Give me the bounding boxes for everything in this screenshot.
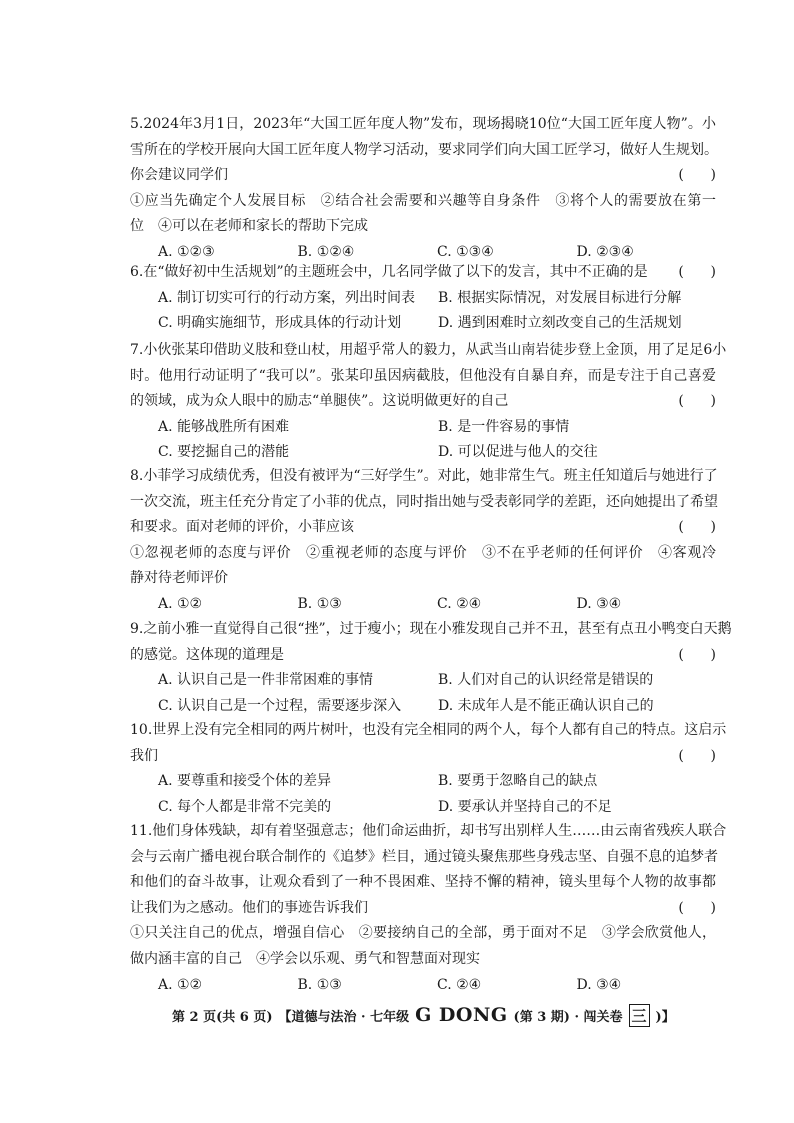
question-stem-line: 10.世界上没有完全相同的两片树叶，也没有完全相同的两个人，每个人都有自己的特点。这启示 <box>130 722 727 738</box>
answer-options <box>130 694 716 720</box>
answer-blank[interactable]: ( ) <box>678 264 716 280</box>
choice-items-line: ①忽视老师的态度与评价 ②重视老师的态度与评价 ③不在乎老师的任何评价 ④客观冷 <box>130 544 716 561</box>
answer-options <box>130 973 716 999</box>
question-stem-line: 11.他们身体残缺，却有着坚强意志；他们命运曲折，却书写出别样人生……由云南省残疾人联合 <box>130 823 727 839</box>
option-b[interactable]: B. ①②④ <box>297 243 355 260</box>
question-stem-line: 和要求。面对老师的评价，小菲应该 <box>130 519 354 536</box>
option-c[interactable]: C. ②④ <box>437 595 482 612</box>
answer-blank[interactable]: ( ) <box>678 167 716 184</box>
option-b[interactable]: B. 人们对自己的认识经常是错误的 <box>438 672 654 689</box>
option-a[interactable]: A. 要尊重和接受个体的差异 <box>158 773 332 790</box>
answer-blank[interactable]: ( ) <box>678 899 716 916</box>
option-d[interactable]: D. 遇到困难时立刻改变自己的生活规划 <box>438 315 682 332</box>
option-d[interactable]: D. ②③④ <box>576 243 634 260</box>
answer-blank[interactable]: ( ) <box>678 747 716 764</box>
option-c[interactable]: C. 明确实施细节，形成具体的行动计划 <box>158 315 402 332</box>
question-stem-last-line <box>130 744 716 770</box>
question-stem-line: 你会建议同学们 <box>130 167 228 184</box>
option-c[interactable]: C. ②④ <box>437 976 482 993</box>
answer-options <box>130 311 716 337</box>
option-b[interactable]: B. 要勇于忽略自己的缺点 <box>438 773 598 790</box>
question-8 <box>130 464 716 618</box>
choice-items-line: 位 ④可以在老师和家长的帮助下完成 <box>130 218 368 235</box>
question-11 <box>130 819 727 998</box>
question-stem-line: 我们 <box>130 747 158 764</box>
answer-options <box>130 769 716 795</box>
brand-name: G DONG <box>415 1004 508 1026</box>
page-number: 第 2 页(共 6 页) <box>172 1010 273 1025</box>
question-stem-line: 会与云南广播电视台联合制作的《追梦》栏目，通过镜头聚焦那些身残志坚、自强不息的追梦者 <box>130 848 718 865</box>
question-stem-last-line <box>130 163 716 189</box>
question-stem-line: 9.之前小雅一直觉得自己很“挫”，过于瘦小；现在小雅发现自己并不丑，甚至有点丑小鸭变白天鹅 <box>130 621 732 637</box>
question-stem-line: 8.小菲学习成绩优秀，但没有被评为“三好学生”。对此，她非常生气。班主任知道后与她进行了 <box>130 468 718 484</box>
option-a[interactable]: A. ①②③ <box>158 243 215 260</box>
question-stem-last-line <box>130 260 716 286</box>
question-stem-line: 7.小伙张某印借助义肢和登山杖，用超乎常人的毅力，从武当山南岩徒步登上金顶，用了足足6小 <box>130 342 727 358</box>
choice-items-line: ①应当先确定个人发展目标 ②结合社会需要和兴趣等自身条件 ③将个人的需要放在第一 <box>130 192 716 209</box>
question-9 <box>130 617 732 719</box>
option-b[interactable]: B. ①③ <box>297 976 342 993</box>
answer-options <box>130 795 716 821</box>
question-stem-line: 6.在“做好初中生活规划”的主题班会中，几名同学做了以下的发言，其中不正确的是 <box>130 264 648 280</box>
option-c[interactable]: C. 认识自己是一个过程，需要逐步深入 <box>158 697 402 714</box>
question-stem-line: 和他们的奋斗故事，让观众看到了一种不畏困难、坚持不懈的精神，镜头里每个人物的故事都 <box>130 874 716 891</box>
volume-box: 三 <box>629 1004 650 1027</box>
answer-options <box>130 415 716 441</box>
question-10 <box>130 718 727 820</box>
subject-label: 【道德与法治 · 七年级 <box>278 1010 410 1025</box>
option-c[interactable]: C. ①③④ <box>437 243 494 260</box>
option-d[interactable]: D. 未成年人是不能正确认识自己的 <box>438 697 654 714</box>
option-b[interactable]: B. 根据实际情况，对发展目标进行分解 <box>438 289 682 306</box>
question-stem-last-line <box>130 515 716 541</box>
question-stem-line: 雪所在的学校开展向大国工匠年度人物学习活动，要求同学们向大国工匠学习，做好人生规划。 <box>130 141 718 158</box>
question-stem-line: 一次交流，班主任充分肯定了小菲的优点，同时指出她与受表彰同学的差距，还向她提出了希望 <box>130 493 718 510</box>
answer-options <box>130 440 716 466</box>
answer-options <box>130 592 716 618</box>
option-a[interactable]: A. 认识自己是一件非常困难的事情 <box>158 672 374 689</box>
question-stem-last-line <box>130 896 716 922</box>
option-d[interactable]: D. ③④ <box>576 595 622 612</box>
page-footer <box>172 1004 712 1027</box>
option-d[interactable]: D. 可以促进与他人的交往 <box>438 444 598 461</box>
option-b[interactable]: B. 是一件容易的事情 <box>438 418 570 435</box>
answer-blank[interactable]: ( ) <box>678 393 716 410</box>
option-c[interactable]: C. 要挖掘自己的潜能 <box>158 444 290 461</box>
issue-label: (第 3 期) · 闯关卷 <box>513 1010 623 1025</box>
question-stem-last-line <box>130 643 716 669</box>
option-a[interactable]: A. ①② <box>158 976 203 993</box>
option-a[interactable]: A. ①② <box>158 595 203 612</box>
option-d[interactable]: D. ③④ <box>576 976 622 993</box>
answer-blank[interactable]: ( ) <box>678 646 716 663</box>
option-d[interactable]: D. 要承认并坚持自己的不足 <box>438 798 612 815</box>
question-stem-line: 让我们为之感动。他们的事迹告诉我们 <box>130 899 368 916</box>
question-stem-line: 5.2024年3月1日，2023年“大国工匠年度人物”发布，现场揭晓10位“大国工匠年度人物”。小 <box>130 116 716 132</box>
option-c[interactable]: C. 每个人都是非常不完美的 <box>158 798 332 815</box>
question-stem-line: 时。他用行动证明了“我可以”。张某印虽因病截肢，但他没有自暴自弃，而是专注于自己喜爱 <box>130 367 716 384</box>
question-stem-line: 的领域，成为众人眼中的励志“单腿侠”。这说明做更好的自己 <box>130 393 509 410</box>
question-6 <box>130 260 716 337</box>
answer-options <box>130 668 716 694</box>
question-5 <box>130 112 716 266</box>
question-stem-last-line <box>130 389 716 415</box>
question-stem-line: 的感觉。这体现的道理是 <box>130 646 284 663</box>
choice-items-line: 静对待老师评价 <box>130 570 228 587</box>
question-7 <box>130 338 727 466</box>
option-a[interactable]: A. 制订切实可行的行动方案，列出时间表 <box>158 289 416 306</box>
answer-blank[interactable]: ( ) <box>678 519 716 536</box>
footer-close: )】 <box>655 1010 675 1025</box>
choice-items-line: ①只关注自己的优点，增强自信心 ②要接纳自己的全部，勇于面对不足 ③学会欣赏他人， <box>130 925 716 942</box>
answer-options <box>130 286 716 312</box>
choice-items-line: 做内涵丰富的自己 ④学会以乐观、勇气和智慧面对现实 <box>130 950 480 967</box>
option-a[interactable]: A. 能够战胜所有困难 <box>158 418 290 435</box>
option-b[interactable]: B. ①③ <box>297 595 342 612</box>
